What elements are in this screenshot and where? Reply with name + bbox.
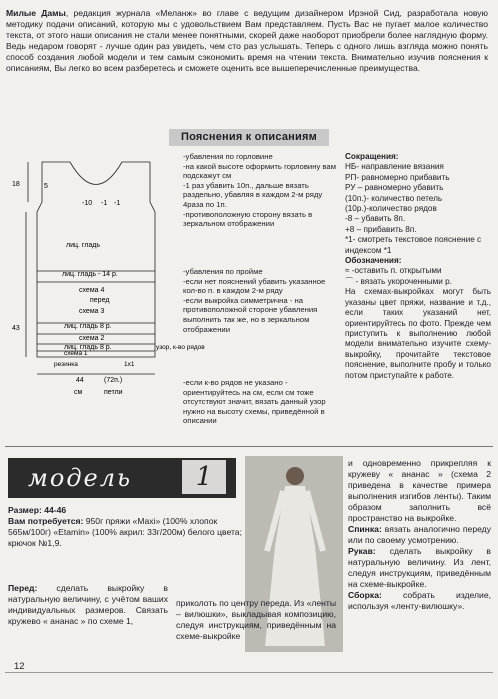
right-column	[348, 458, 491, 612]
label-smooth-14: лиц. гладь - 14 р.	[62, 271, 118, 278]
abbr-item: НБ- направление вязания	[345, 162, 444, 172]
label-scheme-3: схема 3	[79, 308, 105, 315]
size-line	[8, 505, 243, 516]
back-text: вязать аналогично переду или по своему усмотрению.	[348, 524, 491, 545]
dim-minus-10: -10	[82, 200, 93, 207]
footer-divider	[5, 672, 493, 673]
pattern-diagram	[4, 152, 205, 397]
materials-text: 950г пряжи «Maxi» (100% хлопок 565м/100г) «Etamin» (100% акрил: 33г/200м) белого цвета; крючок №1,9.	[8, 516, 242, 548]
front-text: сделать выкройку в натуральную величину, с учётом ваших индивидуальных размеров. Связать кружево « ананас » по схеме 1,	[8, 583, 168, 626]
label-rows-pattern: узор, к-во рядов	[156, 344, 205, 351]
label-smooth-8b: лиц. гладь 8 р.	[64, 344, 112, 351]
legend-short-rows	[345, 277, 491, 287]
wave-icon: ≈	[345, 266, 350, 276]
label-smooth: лиц. гладь	[66, 242, 101, 249]
sleeve-label: Рукав:	[348, 546, 376, 556]
note-line: -противоположную сторону вязать в зеркальном отображении	[183, 209, 313, 229]
abbr-item: +8 – прибавить 8п.	[345, 224, 417, 234]
model-banner	[8, 458, 236, 498]
dim-minus-1a: -1	[101, 200, 108, 207]
abbr-item: РП- равномерно прибавить	[345, 172, 450, 182]
label-front: перед	[90, 297, 110, 304]
model-number: 1	[182, 460, 226, 494]
intro-text: , редакция журнала «Меланж» во главе с ведущим дизайнером Ирэной Сид, разработала новую методику подачи описаний, которую мы с удовольствием Вам представляем. Пусть Вас не пугает малое количество текста, от этого наши описания не стали менее понятными, скорей даже наоборот приобрели более наглядную форму. Ведь недаром говорят - лучше один раз увидеть, чем сто раз услышать. Теперь с одного лишь взгляда можно понять способ создания любой модели и тем самым сэкономить время на чтении текста. Внимательно изучив пояснения к описаниям, Вы легко во всем разберетесь и сможете оценить все вышеперечисленные преимущества.	[6, 8, 488, 73]
intro-paragraph	[6, 8, 488, 74]
notes-armhole	[183, 267, 339, 334]
legend-item: - вязать укороченными р.	[355, 276, 452, 286]
legend-title: Обозначения:	[345, 256, 402, 266]
short-rows-icon: ⌒	[345, 276, 354, 286]
assembly-text: собрать изделие, используя «ленту-вилюшку».	[348, 590, 492, 611]
materials-label: Вам потребуется:	[8, 516, 84, 526]
note-line: -1 раз убавить 10п., дальше вязать раздельно, убавляя в каждом 2-м ряду 4раза по 1п.	[183, 180, 323, 209]
section-title: Пояснения к описаниям	[169, 129, 329, 146]
model-specs	[8, 505, 243, 549]
back-label: Спинка:	[348, 524, 382, 534]
assembly-section	[348, 590, 491, 612]
materials-line	[8, 516, 243, 549]
sleeve-text: сделать выкройку в натуральную величину. Из лент, следуя инструкциям, приведённым на схеме-выкройке.	[348, 546, 491, 589]
note-line: -если к-во рядов не указано - ориентируйтесь на см, если см тоже отсутствуют значит, вязать данный узор нужно на высоту схемы, приведённой в описании	[183, 378, 326, 426]
note-line: -если выкройка симметрична - на противоположной стороне убавления выполнить так же, но в зеркальном отображении	[183, 295, 318, 334]
dim-72: (72п.)	[104, 377, 123, 384]
front-instructions-cont: приколоть по центру переда. Из «ленты – вилюшки», выкладывая композицию, следуя инструкциям, приведённым на схеме-выкройке	[176, 598, 336, 641]
legend-item: -оставить п. открытыми	[351, 266, 442, 276]
abbr-item: (10п.)- количество петель	[345, 193, 443, 203]
abbreviations-title: Сокращения:	[345, 152, 399, 161]
intro-lead: Милые Дамы	[6, 8, 66, 18]
size-value: 44-46	[44, 505, 67, 515]
front-instructions	[8, 583, 168, 627]
notes-neckline	[183, 152, 339, 229]
back-section	[348, 524, 491, 546]
label-scheme-1: схема 1	[64, 350, 88, 357]
notes-rows	[183, 378, 339, 426]
abbr-item: *1- смотреть текстовое пояснение с индексом *1	[345, 235, 482, 255]
abbreviations-block	[345, 152, 491, 381]
note-line: -если нет пояснений убавить указанное кол-во п. в каждом 2-м ряду	[183, 276, 326, 296]
abbr-item: РУ – равномерно убавить	[345, 183, 444, 193]
label-cm: см	[74, 389, 83, 396]
label-rib: резинка	[54, 361, 78, 368]
front-label: Перед:	[8, 583, 38, 593]
abbr-item: -8 – убавить 8п.	[345, 214, 406, 224]
assembly-label: Сборка:	[348, 590, 382, 600]
dim-5: 5	[44, 183, 48, 190]
size-label: Размер:	[8, 505, 42, 515]
legend-open-loops	[345, 266, 491, 276]
dim-18: 18	[12, 181, 20, 188]
abbr-item: (10р.)-количество рядов	[345, 204, 437, 214]
dim-minus-1b: -1	[114, 200, 121, 207]
sleeve-section	[348, 546, 491, 590]
abbreviations-body: На схемах-выкройках могут быть указаны цвет пряжи, название и т.д., если таких указаний нет, ориентируйтесь по фото. Прежде чем приступить к выполнению любой модели внимательно изучите схему-выкройку, прочитайте текстовое пояснение, выполните пробу и только потом приступайте к работе.	[345, 287, 491, 380]
note-line: -убавления по пройме	[183, 267, 263, 276]
note-line: -на какой высоте оформить горловину вам подскажут см	[183, 161, 336, 181]
model-word: модель	[28, 464, 133, 492]
note-line: -убавления по горловине	[183, 152, 273, 161]
dim-44: 44	[76, 377, 84, 384]
label-smooth-8a: лиц. гладь 8 р.	[64, 323, 112, 330]
label-scheme-2: схема 2	[79, 335, 105, 342]
right-paragraph: и одновременно прикрепляя к кружеву « ананас » (схема 2 приведена в качестве примера выполнения изгибов ленты). Таким образом заполнить всё пространство на выкройке.	[348, 458, 491, 523]
label-loops: петли	[104, 389, 123, 396]
page-number: 12	[14, 661, 25, 672]
divider	[5, 446, 493, 447]
label-rib-ratio: 1x1	[124, 361, 135, 368]
label-scheme-4: схема 4	[79, 287, 105, 294]
dim-43: 43	[12, 325, 20, 332]
